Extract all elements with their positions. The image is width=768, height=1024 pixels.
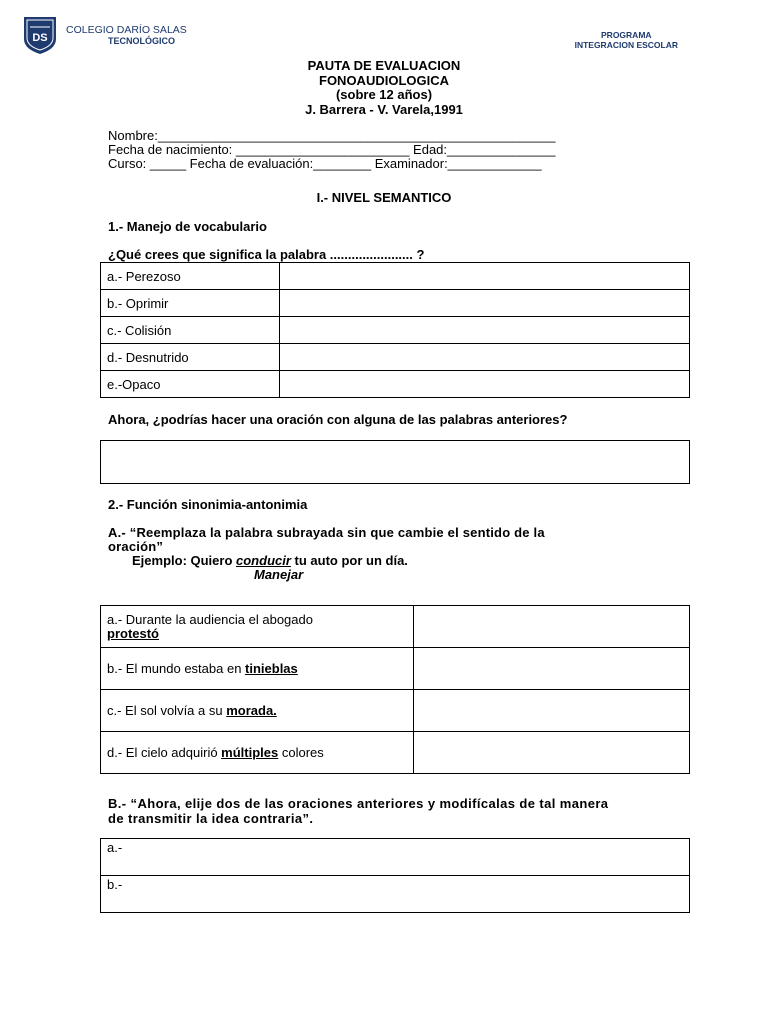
school-name: COLEGIO DARÍO SALAS TECNOLÓGICO xyxy=(66,24,187,46)
answer-cell[interactable] xyxy=(280,371,690,398)
answer-cell[interactable]: b.- xyxy=(101,876,690,913)
sentence-cell: b.- El mundo estaba en tinieblas xyxy=(101,648,414,690)
program-label: PROGRAMA INTEGRACION ESCOLAR xyxy=(574,30,678,50)
word-cell: a.- Perezoso xyxy=(101,263,280,290)
answer-cell[interactable] xyxy=(280,317,690,344)
sentence-answer-box[interactable] xyxy=(100,440,690,484)
birthdate-age-field[interactable]: Fecha de nacimiento: ________________________ Edad:_______________ xyxy=(108,142,556,157)
example-answer: Manejar xyxy=(254,567,304,582)
answer-cell[interactable] xyxy=(280,344,690,371)
word-cell: c.- Colisión xyxy=(101,317,280,344)
table-row xyxy=(101,732,690,774)
table-row xyxy=(101,290,690,317)
contrary-answers-table xyxy=(100,838,690,913)
course-evaluation-field[interactable]: Curso: _____ Fecha de evaluación:________ Examinador:_____________ xyxy=(108,156,542,171)
sentence-prompt: Ahora, ¿podrías hacer una oración con alguna de las palabras anteriores? xyxy=(108,412,568,427)
example-line: Ejemplo: Quiero conducir tu auto por un día. xyxy=(132,553,408,568)
table-row xyxy=(101,876,690,913)
table-row xyxy=(101,317,690,344)
answer-cell[interactable] xyxy=(280,263,690,290)
table-row xyxy=(101,839,690,876)
word-cell: b.- Oprimir xyxy=(101,290,280,317)
subsection-heading: 1.- Manejo de vocabulario xyxy=(108,219,267,234)
answer-cell[interactable] xyxy=(414,690,690,732)
answer-cell[interactable] xyxy=(414,648,690,690)
word-cell: e.-Opaco xyxy=(101,371,280,398)
school-logo-icon xyxy=(22,15,58,55)
table-row xyxy=(101,648,690,690)
answer-cell[interactable]: a.- xyxy=(101,839,690,876)
answer-cell[interactable] xyxy=(414,732,690,774)
name-field[interactable]: Nombre:_______________________________________________________ xyxy=(108,128,556,143)
table-row xyxy=(101,371,690,398)
table-row xyxy=(101,344,690,371)
table-row xyxy=(101,606,690,648)
subsection-heading: 2.- Función sinonimia-antonimia xyxy=(108,497,308,512)
vocabulary-question: ¿Qué crees que significa la palabra ....................... ? xyxy=(108,247,425,262)
sentence-cell: a.- Durante la audiencia el abogado protestó xyxy=(101,606,414,648)
instruction-a: A.- “Reemplaza la palabra subrayada sin que cambie el sentido de la oración” xyxy=(108,525,545,554)
document-title: PAUTA DE EVALUACION FONOAUDIOLOGICA (sobre 12 años) J. Barrera - V. Varela,1991 xyxy=(305,58,463,117)
section-heading: I.- NIVEL SEMANTICO xyxy=(316,190,452,205)
synonym-table xyxy=(100,605,690,774)
table-row xyxy=(101,690,690,732)
answer-cell[interactable] xyxy=(414,606,690,648)
vocabulary-table xyxy=(100,262,690,398)
instruction-b: B.- “Ahora, elije dos de las oraciones anteriores y modifícalas de tal manera de transmitir la idea contraria”. xyxy=(108,796,609,826)
word-cell: d.- Desnutrido xyxy=(101,344,280,371)
answer-cell[interactable] xyxy=(280,290,690,317)
svg-text:DS: DS xyxy=(32,32,48,44)
sentence-cell: c.- El sol volvía a su morada. xyxy=(101,690,414,732)
table-row xyxy=(101,263,690,290)
example-word: conducir xyxy=(236,553,291,568)
sentence-cell: d.- El cielo adquirió múltiples colores xyxy=(101,732,414,774)
